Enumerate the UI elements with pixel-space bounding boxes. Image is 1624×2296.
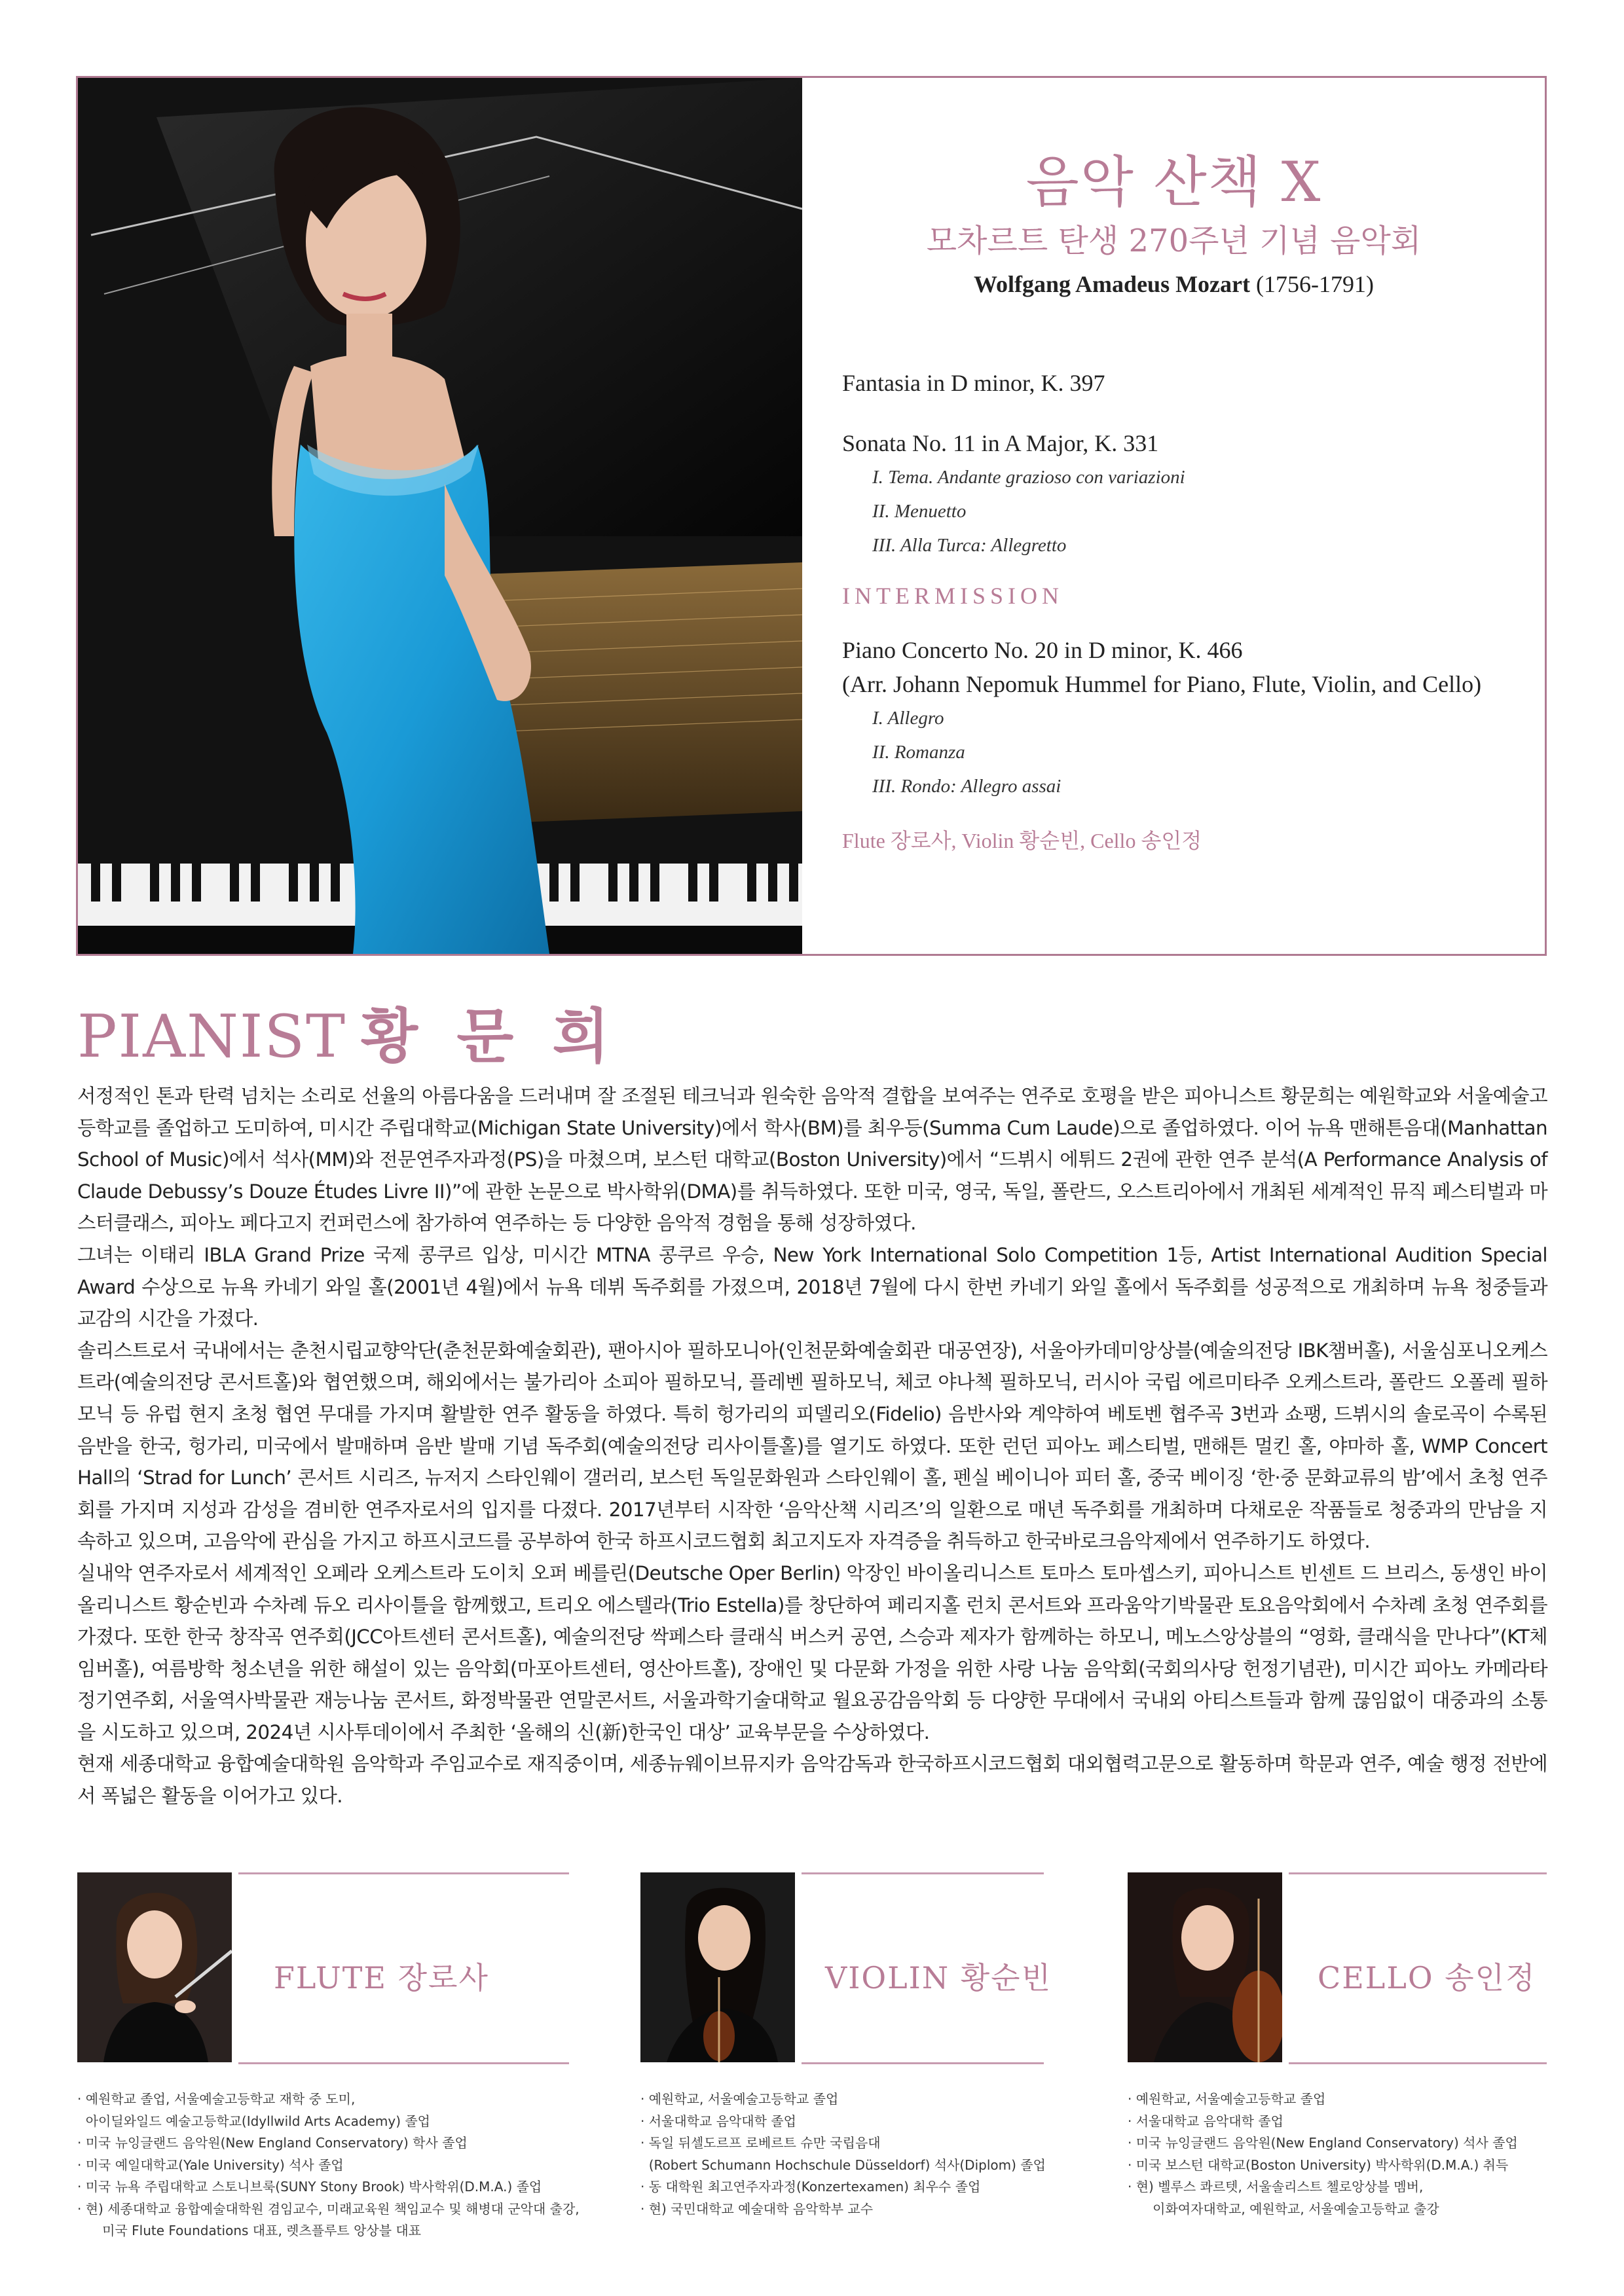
bio-item: 이화여자대학교, 예원학교, 서울예술고등학교 출강	[1128, 2200, 1439, 2217]
bio-item: · 예원학교, 서울예술고등학교 졸업	[640, 2091, 839, 2107]
violin-artist-bio	[640, 2088, 1125, 2220]
movement-item: II. Romanza	[872, 742, 965, 763]
card-bottom-rule	[238, 2062, 569, 2064]
pianist-name: 황 문 희	[361, 1002, 619, 1071]
bio-item: (Robert Schumann Hochschule Düsseldorf) 석사(Diplom) 졸업	[640, 2157, 1046, 2173]
cellist-photo-illustration	[1128, 1872, 1282, 2062]
program-piece-1: Fantasia in D minor, K. 397	[842, 370, 1105, 396]
bio-paragraph: 서정적인 톤과 탄력 넘치는 소리로 선율의 아름다움을 드러내며 잘 조절된 테크닉과 원숙한 음악적 결합을 보여주는 연주로 호평을 받은 피아니스트 황문희는 예원학교와 서울예술고등학교를 졸업하고 도미하여, 미시간 주립대학교(Michigan State University)에서 학사(BM)를 최우등(Summa Cum Laude)으로 졸업하였다. 이어 뉴욕 맨해튼음대(Manhattan School of Music)에서 석사(MM)와 전문연주자과정(PS)을 마쳤으며, 보스턴 대학교(Boston University)에서 “드뷔시 에튀드 2권에 관한 연주 분석(A Performance Analysis of Claude Debussy’s Douze Études Livre II)”에 관한 논문으로 박사학위(DMA)를 취득하였다. 또한 미국, 영국, 독일, 폴란드, 오스트리아에서 개최된 세계적인 뮤직 페스티벌과 마스터클래스, 피아노 페다고지 컨퍼런스에 참가하여 연주하는 등 다양한 음악적 경험을 통해 성장하였다.	[77, 1085, 1547, 1235]
bio-item: 아이딜와일드 예술고등학교(Idyllwild Arts Academy) 졸업	[77, 2113, 431, 2129]
bio-item: · 서울대학교 음악대학 졸업	[640, 2113, 796, 2129]
bio-paragraph: 솔리스트로서 국내에서는 춘천시립교향악단(춘천문화예술회관), 팬아시아 필하모니아(인천문화예술회관 대공연장), 서울아카데미앙상블(예술의전당 IBK챔버홀), 서울심포니오케스트라(예술의전당 콘서트홀)와 협연했으며, 해외에서는 불가리아 소피아 필하모닉, 플레벤 필하모닉, 체코 야나첵 필하모닉, 러시아 국립 에르미타주 오케스트라, 폴란드 오폴레 필하모닉 등 유럽 현지 초청 협연 무대를 가지며 활발한 연주 활동을 하였다. 특히 헝가리의 피델리오(Fidelio) 음반사와 계약하여 베토벤 협주곡 3번과 쇼팽, 드뷔시의 솔로곡이 수록된 음반을 한국, 헝가리, 미국에서 발매하며 음반 발매 기념 독주회(예술의전당 리사이틀홀)를 열기도 하였다. 또한 런던 피아노 페스티벌, 맨해튼 멀킨 홀, 야마하 홀, WMP Concert Hall의 ‘Strad for Lunch’ 콘서트 시리즈, 뉴저지 스타인웨이 갤러리, 보스턴 독일문화원과 스타인웨이 홀, 펜실 베이니아 피터 홀, 중국 베이징 ‘한·중 문화교류의 밤’에서 초청 연주회를 가지며 지성과 감성을 겸비한 연주자로서의 입지를 다졌다. 2017년부터 시작한 ‘음악산책 시리즈’의 일환으로 매년 독주회를 개최하며 다채로운 작품들로 청중과의 만남을 지속하고 있으며, 고음악에 관심을 가지고 하프시코드를 공부하여 한국 하프시코드협회 최고지도자 자격증을 취득하고 한국바로크음악제에서 연주하기도 하였다.	[77, 1339, 1547, 1553]
violin-artist-name: VIOLIN 황순빈	[825, 1960, 1052, 1995]
movement-item: III. Rondo: Allegro assai	[872, 776, 1061, 797]
bio-item: · 미국 뉴욕 주립대학교 스토니브룩(SUNY Stony Brook) 박사학위(D.M.A.) 졸업	[77, 2179, 542, 2195]
composer-line	[805, 270, 1542, 298]
bio-item: · 현) 벨루스 콰르텟, 서울솔리스트 첼로앙상블 멤버,	[1128, 2179, 1424, 2195]
bio-item: · 미국 뉴잉글랜드 음악원(New England Conservatory) 석사 졸업	[1128, 2135, 1518, 2151]
movement-item: III. Alla Turca: Allegretto	[872, 535, 1067, 556]
pianist-photo	[78, 78, 802, 954]
bio-item: · 독일 뒤셀도르프 로베르트 슈만 국립음대	[640, 2135, 881, 2151]
flutist-photo-illustration	[77, 1872, 232, 2062]
bio-paragraph: 현재 세종대학교 융합예술대학원 음악학과 주임교수로 재직중이며, 세종뉴웨이브뮤지카 음악감독과 한국하프시코드협회 대외협력고문으로 활동하며 학문과 연주, 예술 행정 전반에서 폭넓은 활동을 이어가고 있다.	[77, 1753, 1547, 1808]
bio-item: · 동 대학원 최고연주자과정(Konzertexamen) 최우수 졸업	[640, 2179, 981, 2195]
flutist-photo	[77, 1872, 232, 2062]
bio-item: · 미국 예일대학교(Yale University) 석사 졸업	[77, 2157, 344, 2173]
bio-paragraph: 그녀는 이태리 IBLA Grand Prize 국제 콩쿠르 입상, 미시간 MTNA 콩쿠르 우승, New York International Solo Competition 1등, Artist International Audition Special Award 수상으로 뉴욕 카네기 와일 홀(2001년 4월)에서 뉴욕 데뷔 독주회를 가졌으며, 2018년 7월에 다시 한번 카네기 와일 홀에서 독주회를 성공적으로 개최하며 뉴욕 청중들과 교감의 시간을 가졌다.	[77, 1243, 1547, 1330]
bio-item: · 서울대학교 음악대학 졸업	[1128, 2113, 1283, 2129]
program-piece-3: Piano Concerto No. 20 in D minor, K. 466	[842, 637, 1243, 663]
program-list	[842, 366, 1536, 854]
bio-item: · 예원학교 졸업, 서울예술고등학교 재학 중 도미,	[77, 2091, 356, 2107]
card-bottom-rule	[802, 2062, 1044, 2064]
intermission-label: INTERMISSION	[842, 583, 1064, 609]
pianist-photo-illustration	[78, 78, 802, 954]
bio-paragraph: 실내악 연주자로서 세계적인 오페라 오케스트라 도이치 오퍼 베를린(Deutsche Oper Berlin) 악장인 바이올리니스트 토마스 토마셉스키, 피아니스트 빈센트 드 브리스, 동생인 바이올리니스트 황순빈과 수차례 듀오 리사이틀을 함께했고, 트리오 에스텔라(Trio Estella)를 창단하여 페리지홀 런치 콘서트와 프라움악기박물관 토요음악회에서 수차례 초청 연주회를 가졌다. 또한 한국 창작곡 연주회(JCC아트센터 콘서트홀), 예술의전당 싹페스타 클래식 버스커 공연, 스승과 제자가 함께하는 하모니, 메노스앙상블의 “영화, 클래식을 만나다”(KT체임버홀), 여름방학 청소년을 위한 해설이 있는 음악회(마포아트센터, 영산아트홀), 장애인 및 다문화 가정을 위한 사랑 나눔 음악회(국회의사당 헌정기념관), 미시간 피아노 카메라타 정기연주회, 서울역사박물관 재능나눔 콘서트, 화정박물관 연말콘서트, 서울과학기술대학교 월요공감음악회 등 다양한 무대에서 국내외 아티스트들과 함께 끊임없이 대중과의 소통을 시도하고 있으며, 2024년 시사투데이에서 주최한 ‘올해의 신(新)한국인 대상’ 교육부문을 수상하였다.	[77, 1561, 1547, 1743]
violinist-photo	[640, 1872, 795, 2062]
cellist-photo	[1128, 1872, 1282, 2062]
bio-item: 미국 Flute Foundations 대표, 렛츠플루트 앙상블 대표	[77, 2223, 422, 2238]
bio-item: · 현) 국민대학교 예술대학 음악학부 교수	[640, 2200, 874, 2217]
bio-item: · 미국 보스턴 대학교(Boston University) 박사학위(D.M.A.) 취득	[1128, 2157, 1509, 2173]
violinist-photo-illustration	[640, 1872, 795, 2062]
pianist-label: PIANIST	[77, 1002, 347, 1071]
flute-artist-bio	[77, 2088, 580, 2242]
program-piece-2: Sonata No. 11 in A Major, K. 331	[842, 430, 1159, 456]
bio-item: · 현) 세종대학교 융합예술대학원 겸임교수, 미래교육원 책임교수 및 해병대 군악대 출강,	[77, 2200, 580, 2217]
movement-item: I. Tema. Andante grazioso con variazioni	[872, 467, 1185, 488]
concert-subtitle: 모차르트 탄생 270주년 기념 음악회	[926, 223, 1422, 259]
movement-item: II. Menuetto	[872, 501, 967, 522]
card-top-rule	[238, 1872, 569, 1874]
card-top-rule	[802, 1872, 1044, 1874]
cello-artist-bio	[1128, 2088, 1547, 2220]
bio-item: · 미국 뉴잉글랜드 음악원(New England Conservatory) 학사 졸업	[77, 2135, 468, 2151]
program-piece-3-arrangement: (Arr. Johann Nepomuk Hummel for Piano, Flute, Violin, and Cello)	[842, 671, 1482, 697]
card-bottom-rule	[1289, 2062, 1547, 2064]
pianist-bio	[77, 1080, 1547, 1812]
pianist-heading	[77, 989, 619, 1074]
card-top-rule	[1289, 1872, 1547, 1874]
cello-artist-name: CELLO 송인정	[1318, 1960, 1536, 1995]
composer-name: Wolfgang Amadeus Mozart	[974, 271, 1250, 297]
composer-years: (1756-1791)	[1250, 271, 1374, 297]
concert-title: 음악 산책 X	[1025, 150, 1322, 214]
bio-item: · 예원학교, 서울예술고등학교 졸업	[1128, 2091, 1326, 2107]
performers-line: Flute 장로사, Violin 황순빈, Cello 송인정	[842, 829, 1202, 852]
flute-artist-name: FLUTE 장로사	[274, 1960, 489, 1995]
movement-item: I. Allegro	[872, 708, 944, 729]
program-panel	[805, 78, 1542, 954]
